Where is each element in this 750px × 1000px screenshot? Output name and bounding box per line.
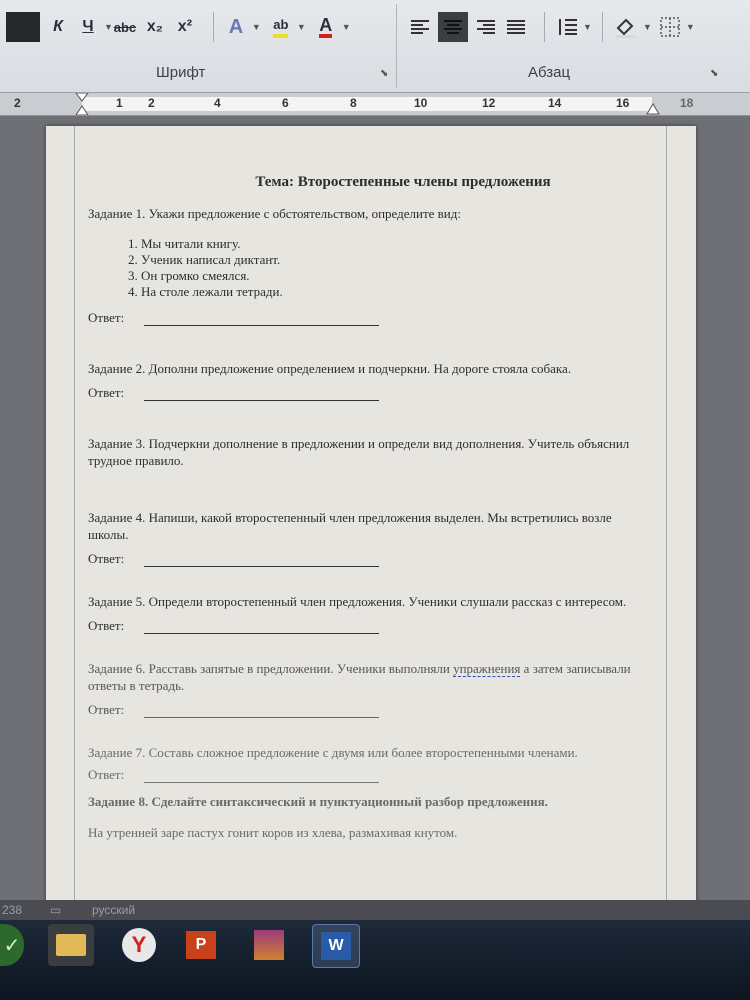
task-7-text: Задание 7. Составь сложное предложение с двумя или более второстепенными членами.: [88, 745, 578, 760]
line-spacing-dropdown-icon[interactable]: ▼: [583, 22, 592, 32]
underline-label: Ч: [82, 18, 94, 35]
list-item: 3. Он громко смеялся.: [128, 268, 250, 283]
strikethrough-button[interactable]: abc: [113, 19, 137, 35]
answer-line: [144, 705, 379, 718]
task-1-text: Задание 1. Укажи предложение с обстоятельством, определите вид:: [88, 206, 461, 221]
task-4-text: Задание 4. Напиши, какой второстепенный член предложения выделен. Мы встретились возле школы.: [88, 510, 612, 542]
answer-row: [88, 310, 648, 326]
file-explorer-icon[interactable]: [48, 924, 94, 966]
language-indicator[interactable]: русский: [92, 903, 136, 917]
underline-dropdown-icon[interactable]: ▼: [104, 22, 113, 32]
winrar-icon[interactable]: [246, 924, 292, 966]
ruler-number: 10: [414, 96, 428, 110]
document-title: Тема: Второстепенные члены предложения: [255, 174, 551, 190]
answer-row: [88, 551, 648, 567]
font-toolbar: [6, 10, 351, 44]
italic-button[interactable]: К: [53, 18, 63, 35]
subscript-button[interactable]: x₂: [146, 18, 163, 35]
font-group-label: Шрифт: [156, 64, 206, 81]
task-6-text-start: Задание 6. Расставь запятые в предложении. Ученики выполняли: [88, 661, 454, 676]
justify-icon[interactable]: [504, 12, 528, 42]
align-left-icon[interactable]: [408, 12, 432, 42]
underline-button[interactable]: [76, 12, 100, 42]
ruler-text-area: [82, 97, 652, 111]
document-area: [0, 116, 750, 916]
ruler-number: 6: [282, 96, 289, 110]
text-effects-button[interactable]: [224, 12, 248, 42]
group-divider: [396, 4, 397, 88]
answer-line: [144, 554, 379, 567]
right-indent-marker-icon[interactable]: [646, 101, 660, 115]
list-item: 1. Мы читали книгу.: [128, 236, 241, 251]
ruler-number: 18: [680, 96, 694, 110]
text-effects-dropdown-icon[interactable]: ▼: [251, 22, 261, 32]
task-5-text: Задание 5. Определи второстепенный член предложения. Ученики слушали рассказ с интересом.: [88, 594, 627, 609]
answer-line: [144, 770, 379, 783]
task-6-text-end: а затем записывали ответы в тетрадь.: [88, 661, 631, 693]
task-8-sentence: На утренней заре пастух гонит коров из хлева, размахивая кнутом.: [88, 825, 458, 840]
shading-dropdown-icon[interactable]: ▼: [642, 22, 652, 32]
shading-icon[interactable]: [613, 12, 639, 42]
ruler-number: 2: [148, 96, 155, 110]
separator: [602, 12, 603, 42]
answer-row: [88, 702, 648, 718]
answer-label: Ответ:: [88, 702, 125, 717]
task-2-text: Задание 2. Дополни предложение определением и подчеркни. На дороге стояла собака.: [88, 361, 572, 376]
spelling-flagged-word[interactable]: упражнения: [453, 661, 521, 676]
document-content[interactable]: [88, 174, 648, 847]
align-right-icon[interactable]: [474, 12, 498, 42]
answer-label: Ответ:: [88, 618, 125, 633]
ruler-number: 8: [350, 96, 357, 110]
task-6-text: [88, 660, 648, 694]
text-effects-icon: A: [228, 15, 244, 38]
font-color-button[interactable]: [314, 12, 338, 42]
font-color-icon: A: [319, 16, 332, 38]
ruler-number: 2: [14, 96, 21, 110]
indent-marker-icon[interactable]: [74, 93, 90, 115]
answer-row: [88, 385, 648, 401]
document-page[interactable]: [46, 126, 696, 926]
word-count[interactable]: 238: [2, 903, 23, 917]
powerpoint-icon[interactable]: P: [178, 924, 224, 966]
font-dialog-launcher-icon[interactable]: ⬊: [380, 68, 389, 79]
answer-label: Ответ:: [88, 385, 125, 400]
superscript-button[interactable]: x²: [177, 18, 193, 35]
answer-label: Ответ:: [88, 767, 125, 782]
margin-guide: [74, 126, 75, 906]
ruler-number: 1: [116, 96, 123, 110]
list-item: 2. Ученик написал диктант.: [128, 252, 281, 267]
answer-line: [144, 621, 379, 634]
bold-button[interactable]: [6, 12, 40, 42]
taskbar: [0, 920, 750, 1000]
borders-icon[interactable]: [658, 12, 682, 42]
answer-row: [88, 767, 648, 783]
task-3-text: Задание 3. Подчеркни дополнение в предложении и определи вид дополнения. Учитель объяснил трудное правило.: [88, 436, 630, 468]
line-spacing-icon[interactable]: [555, 12, 579, 42]
ruler-number: 12: [482, 96, 496, 110]
font-color-dropdown-icon[interactable]: ▼: [341, 22, 351, 32]
task-1-list: [128, 236, 648, 300]
ruler-number: 4: [214, 96, 221, 110]
answer-line: [144, 388, 379, 401]
answer-line: [144, 313, 379, 326]
paragraph-dialog-launcher-icon[interactable]: ⬊: [710, 68, 719, 79]
margin-guide: [666, 126, 667, 906]
paragraph-group-label: Абзац: [528, 64, 571, 81]
ruler-number: 14: [548, 96, 562, 110]
yandex-browser-icon[interactable]: Y: [116, 924, 162, 966]
ruler-number: 16: [616, 96, 630, 110]
align-center-icon[interactable]: [438, 12, 468, 42]
paragraph-toolbar: [408, 10, 695, 44]
separator: [544, 12, 545, 42]
highlight-dropdown-icon[interactable]: ▼: [296, 22, 306, 32]
highlight-button[interactable]: [269, 12, 293, 42]
answer-label: Ответ:: [88, 310, 125, 325]
separator: [213, 12, 214, 42]
ribbon: [0, 0, 750, 93]
start-button[interactable]: ✓: [0, 924, 24, 966]
proofing-icon[interactable]: ▭: [50, 903, 62, 917]
status-bar: [0, 900, 750, 920]
borders-dropdown-icon[interactable]: ▼: [685, 22, 695, 32]
list-item: 4. На столе лежали тетради.: [128, 284, 283, 299]
highlight-icon: ab: [273, 16, 288, 38]
answer-label: Ответ:: [88, 551, 125, 566]
horizontal-ruler[interactable]: [0, 93, 750, 116]
word-icon[interactable]: W: [312, 924, 360, 968]
answer-row: [88, 618, 648, 634]
task-8-text: Задание 8. Сделайте синтаксический и пунктуационный разбор предложения.: [88, 794, 548, 809]
